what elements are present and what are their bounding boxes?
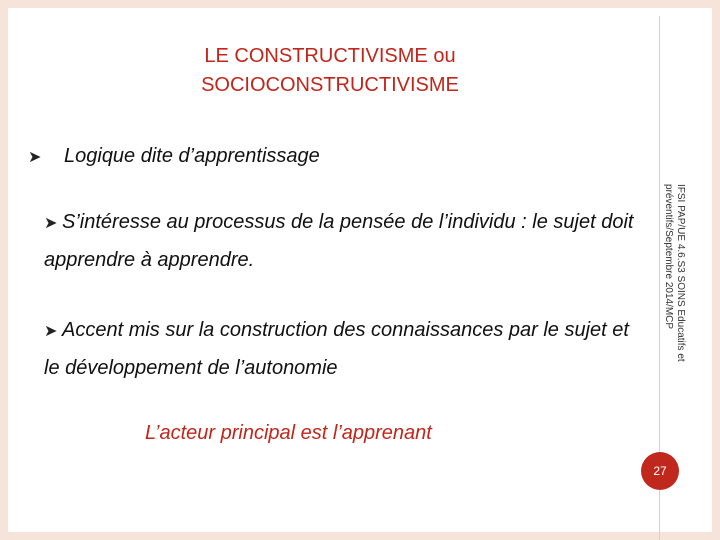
conclusion-text: L’acteur principal est l’apprenant <box>145 422 432 444</box>
page-number-badge: 27 <box>641 452 679 490</box>
slide-title <box>0 42 660 100</box>
bullet-text: S’intéresse au processus de la pensée de l’individu : le sujet doit apprendre à apprendre. <box>44 211 634 271</box>
bullet-text: Logique dite d’apprentissage <box>64 145 320 167</box>
bullet-item <box>44 312 634 386</box>
arrowhead-bullet-icon: ➤ <box>44 323 58 340</box>
sidebar-course-info: IFSI PAP/UE 4.6.S3 SOINS Educatifs et préventifs/Septembre 2014/MCP <box>663 184 686 362</box>
bullet-item <box>44 204 634 278</box>
bullet-text: Accent mis sur la construction des connaissances par le sujet et le développement de l’autonomie <box>44 319 629 379</box>
arrowhead-bullet-icon: ➤ <box>44 215 58 232</box>
bullet-item <box>28 138 320 176</box>
title-line-2: SOCIOCONSTRUCTIVISME <box>201 74 459 96</box>
sidebar-footer <box>646 184 686 374</box>
title-line-1: LE CONSTRUCTIVISME ou <box>204 45 456 67</box>
arrowhead-bullet-icon: ➤ <box>28 149 42 166</box>
